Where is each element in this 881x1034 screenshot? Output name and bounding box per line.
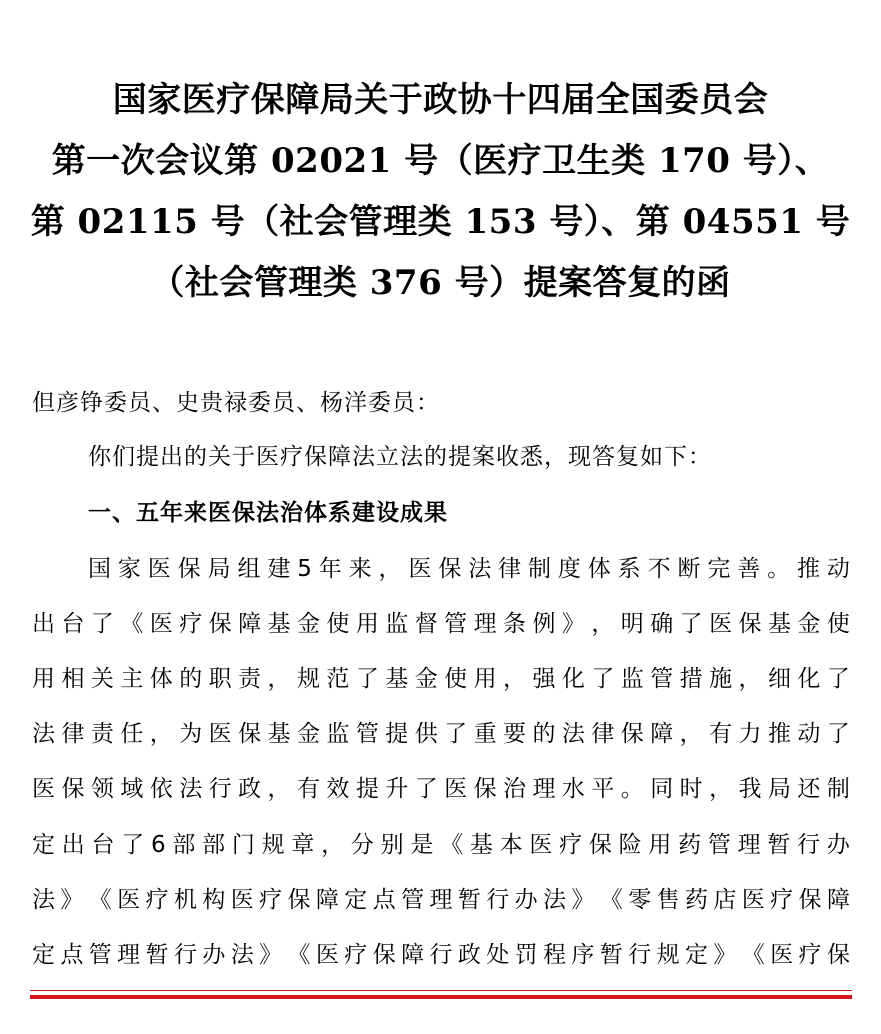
footer-rule-thin: [30, 990, 852, 991]
paragraph-line: 法 》 《 医 疗 机 构 医 疗 保 障 定 点 管 理 暂 行 办 法 》 《 零 售 药 店 医 疗 保 障: [32, 887, 850, 913]
paragraph-line: 法 律 责 任 ， 为 医 保 基 金 监 管 提 供 了 重 要 的 法 律 保 障 ， 有 力 推 动 了: [32, 721, 850, 747]
title-line-4: （社会管理类 376 号）提案答复的函: [150, 263, 731, 303]
paragraph-line: 国 家 医 保 局 组 建 5 年 来 ， 医 保 法 律 制 度 体 系 不 断 完 善 。 推 动: [88, 556, 850, 582]
paragraph-line: 出 台 了 《 医 疗 保 障 基 金 使 用 监 督 管 理 条 例 》 ， 明 确 了 医 保 基 金 使: [32, 611, 850, 637]
paragraph-line: 定 点 管 理 暂 行 办 法 》 《 医 疗 保 障 行 政 处 罚 程 序 暂 行 规 定 》 《 医 疗 保: [32, 942, 850, 968]
footer-rule-thick: [30, 995, 852, 999]
paragraph-line: 用 相 关 主 体 的 职 责 ， 规 范 了 基 金 使 用 ， 强 化 了 监 管 措 施 ， 细 化 了: [32, 666, 850, 692]
title-line-2: 第一次会议第 02021 号（医疗卫生类 170 号）、: [51, 141, 830, 181]
document-title: [0, 70, 881, 314]
intro-paragraph: 你们提出的关于医疗保障法立法的提案收悉，现答复如下：: [88, 444, 712, 470]
title-line-1: 国家医疗保障局关于政协十四届全国委员会: [112, 80, 769, 120]
salutation: 但彦铮委员、史贵禄委员、杨洋委员：: [32, 390, 440, 416]
paragraph-line: 医 保 领 域 依 法 行 政 ， 有 效 提 升 了 医 保 治 理 水 平 。 同 时 ， 我 局 还 制: [32, 776, 850, 802]
paragraph-line: 定 出 台 了 6 部 部 门 规 章 ， 分 别 是 《 基 本 医 疗 保 险 用 药 管 理 暂 行 办: [32, 832, 850, 858]
title-line-3: 第 02115 号（社会管理类 153 号）、第 04551 号: [30, 202, 851, 242]
section-heading-1: 一、五年来医保法治体系建设成果: [88, 500, 448, 526]
